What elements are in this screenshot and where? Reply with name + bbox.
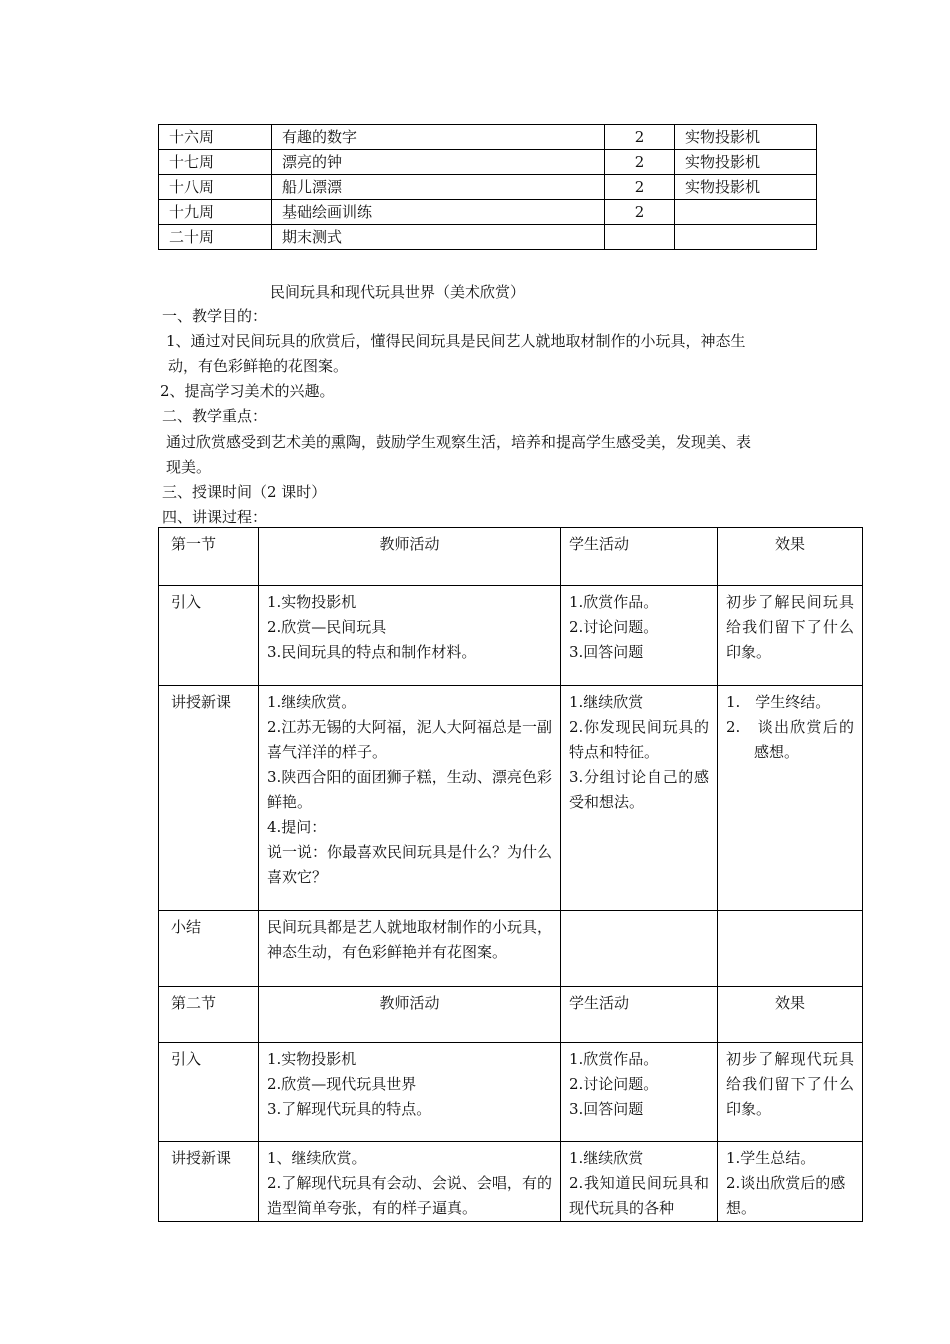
week-cell: 十七周 [159,150,272,175]
effect-text: 初步了解现代玩具给我们留下了什么印象。 [718,1043,863,1142]
effect-text [718,911,863,987]
tool-cell: 实物投影机 [675,150,817,175]
table-row [159,125,817,150]
list-item: 3.分组讨论自己的感受和想法。 [569,768,709,811]
list-item: 2.讨论问题。 [569,618,659,636]
section-heading-time: 三、授课时间（2 课时） [162,483,327,501]
effect-text [718,1142,863,1222]
section-heading-aims: 一、教学目的： [162,307,268,325]
list-item: 1.继续欣赏 [569,693,644,711]
list-item: 1.实物投影机 [267,1050,357,1068]
teacher-activity [259,586,561,686]
list-item: 1.继续欣赏 [569,1149,644,1167]
table-row [159,200,817,225]
teacher-activity: 民间玩具都是艺人就地取材制作的小玩具，神态生动，有色彩鲜艳并有花图案。 [259,911,561,987]
list-item: 2.我知道民间玩具和现代玩具的各种 [569,1174,709,1217]
list-item: 2.讨论问题。 [569,1075,659,1093]
tool-cell: 实物投影机 [675,175,817,200]
effect-header: 效果 [718,528,863,586]
topic-cell: 漂亮的钟 [272,150,605,175]
week-cell: 十九周 [159,200,272,225]
list-item: 1. 学生终结。 [726,693,831,711]
list-item: 2. 谈出欣赏后的感想。 [726,718,854,761]
student-header: 学生活动 [561,987,718,1043]
list-item: 2.谈出欣赏后的感想。 [726,1174,846,1217]
list-item: 3.回答问题 [569,643,644,661]
stage-label: 讲授新课 [159,686,259,911]
list-item: 3.回答问题 [569,1100,644,1118]
doc-title: 民间玩具和现代玩具世界（美术欣赏） [270,283,526,301]
stage-label: 小结 [159,911,259,987]
aim-1-line-1: 1、通过对民间玩具的欣赏后，懂得民间玩具是民间艺人就地取材制作的小玩具，神态生 [166,332,746,350]
list-item: 1.学生总结。 [726,1149,816,1167]
effect-text: 初步了解民间玩具给我们留下了什么印象。 [718,586,863,686]
effect-text [718,686,863,911]
table-row [159,150,817,175]
aim-2: 2、提高学习美术的兴趣。 [160,382,335,400]
table-row [159,911,863,987]
list-item: 2.你发现民间玩具的特点和特征。 [569,718,709,761]
table-row [159,1043,863,1142]
section-heading-process: 四、讲课过程： [162,508,268,526]
tool-cell [675,200,817,225]
topic-cell: 有趣的数字 [272,125,605,150]
student-activity [561,911,718,987]
topic-cell: 船儿漂漂 [272,175,605,200]
hours-cell: 2 [605,200,675,225]
week-cell: 十八周 [159,175,272,200]
stage-label: 讲授新课 [159,1142,259,1222]
hours-cell: 2 [605,150,675,175]
key-line-1: 通过欣赏感受到艺术美的熏陶，鼓励学生观察生活，培养和提高学生感受美，发现美、表 [166,433,752,451]
effect-header: 效果 [718,987,863,1043]
section-heading-key: 二、教学重点： [162,407,268,425]
list-item: 1.欣赏作品。 [569,1050,659,1068]
list-item: 2.欣赏—民间玩具 [267,618,387,636]
key-line-2: 现美。 [166,458,212,476]
hours-cell [605,225,675,250]
list-item: 3.了解现代玩具的特点。 [267,1100,432,1118]
list-item: 3.陕西合阳的面团狮子糕，生动、漂亮色彩鲜艳。 [267,768,552,811]
student-header: 学生活动 [561,528,718,586]
student-activity [561,1142,718,1222]
table-row [159,528,863,586]
hours-cell: 2 [605,175,675,200]
table-row [159,225,817,250]
list-item: 3.民间玩具的特点和制作材料。 [267,643,477,661]
teacher-header: 教师活动 [259,987,561,1043]
part-1-label: 第一节 [159,528,259,586]
aim-1-line-2: 动，有色彩鲜艳的花图案。 [168,357,349,375]
student-activity [561,586,718,686]
teacher-activity [259,1043,561,1142]
teacher-header: 教师活动 [259,528,561,586]
list-item: 4.提问： [267,818,327,836]
list-item: 2.了解现代玩具有会动、会说、会唱，有的造型简单夸张，有的样子逼真。 [267,1174,552,1217]
tool-cell [675,225,817,250]
stage-label: 引入 [159,1043,259,1142]
student-activity [561,1043,718,1142]
tool-cell: 实物投影机 [675,125,817,150]
list-item: 2.欣赏—现代玩具世界 [267,1075,417,1093]
week-cell: 十六周 [159,125,272,150]
table-row [159,1142,863,1222]
table-row [159,175,817,200]
student-activity [561,686,718,911]
list-item: 说一说：你最喜欢民间玩具是什么？为什么喜欢它？ [267,843,553,886]
list-item: 2.江苏无锡的大阿福，泥人大阿福总是一副喜气洋洋的样子。 [267,718,552,761]
teacher-activity [259,1142,561,1222]
table-row [159,987,863,1043]
hours-cell: 2 [605,125,675,150]
list-item: 1.继续欣赏。 [267,693,357,711]
table-row [159,686,863,911]
schedule-table [158,124,817,250]
teacher-activity [259,686,561,911]
list-item: 1、继续欣赏。 [267,1149,367,1167]
table-row [159,586,863,686]
week-cell: 二十周 [159,225,272,250]
topic-cell: 期末测式 [272,225,605,250]
part-2-label: 第二节 [159,987,259,1043]
lesson-table [158,527,863,1222]
topic-cell: 基础绘画训练 [272,200,605,225]
list-item: 1.实物投影机 [267,593,357,611]
stage-label: 引入 [159,586,259,686]
list-item: 1.欣赏作品。 [569,593,659,611]
